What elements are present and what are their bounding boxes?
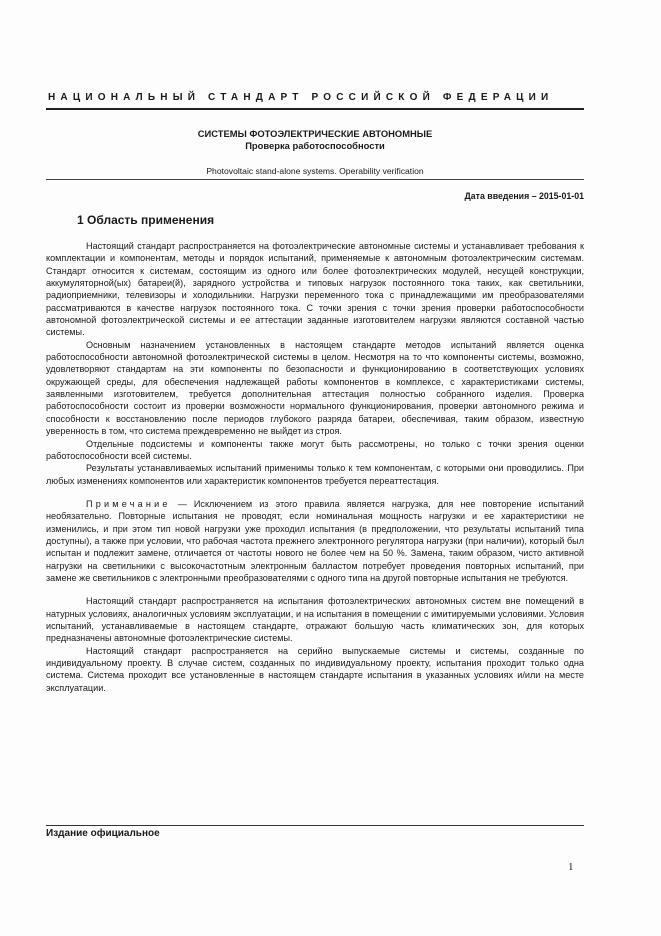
paragraph: Отдельные подсистемы и компоненты также могут быть рассмотрены, но только с точки зрения оценки работоспособности всей системы. [46,438,584,461]
official-edition-label: Издание официальное [46,828,160,839]
page-number: 1 [568,861,574,873]
paragraph: Настоящий стандарт распространяется на фотоэлектрические автономные системы и устанавливает требования к комплектации и компонентам, методы и порядок испытаний, применяемые к автономным фотоэлектрическим системам. Стандарт относится к системам, состоящим из одного или более фотоэлектрических модулей, несущей конструкции, аккумуляторной(ых) батареи(й), зарядного устройства и типовых нагрузок постоянного тока таких, как светильники, радиоприемники, телевизоры и холодильники. Нагрузки переменного тока с принадлежащими им преобразователями рассматриваются в качестве нагрузок постоянного тока. С точки зрения с точки зрения проверки работоспособности автономной фотоэлектрической системы и ее аттестации заданные изготовителем нагрузки являются составной частью системы. [46,241,584,338]
paragraph: Основным назначением установленных в настоящем стандарте методов испытаний является оценка работоспособности автономной фотоэлектрической системы в целом. Несмотря на то что компоненты системы, возможно, удовлетворяют стандартам на эти компоненты по безопасности и функционированию в соответствующих условиях окружающей среды, для обеспечения надлежащей работы компонентов в комплексе, с характеристиками системы, заявленными изготовителем, требуется дополнительная аттестация полностью собранного изделия. Проверка работоспособности состоит из проверки возможности нормального функционирования, проверки автономного режима и способности к восстановлению после периодов глубокого разряда батареи, обеспечивая, таким образом, известную уверенность в том, что система преждевременно не выйдет из строя. [46,339,584,437]
paragraph: Настоящий стандарт распространяется на испытания фотоэлектрических автономных систем вне помещений в натурных условиях, аналогичных условиям эксплуатации, и на испытания в помещении с имитируемыми условиями. Условия испытаний, устанавливаемые в настоящем стандарте, отражают большую часть климатических зон, для которых предназначены автономные фотоэлектрические системы. [46,596,584,644]
note-paragraph [46,498,584,584]
title-divider [46,179,584,180]
english-title: Photovoltaic stand-alone systems. Operability verification [206,166,424,176]
document-title: СИСТЕМЫ ФОТОЭЛЕКТРИЧЕСКИЕ АВТОНОМНЫЕ [197,128,433,139]
note-text: — Исключением из этого правила является нагрузка, для нее повторение испытаний необязательно. Повторные испытания не проводят, если номинальная мощность нагрузки и ее характеристики не изменились, и при этом тип новой нагрузки уже проходил испытания (в предположении, что результаты испытаний типа доступны), а также при условии, что рабочая частота прежнего электронного регулятора нагрузки (при наличии), который был испытан и подлежит замене, отличается от частоты нового не более чем на 50 %. Замена, таким образом, чисто активной нагрузки на светильники с высокочастотным электронным балластом потребует проведения повторных испытаний, при замене же светильников с электронными преобразователями с одного типа на другой повторные испытания не требуются. [46,498,584,583]
header-divider [46,108,584,110]
paragraph: Настоящий стандарт распространяется на серийно выпускаемые системы и системы, созданные по индивидуальному проекту. В случае систем, созданных по индивидуальному проекту, испытания проходит только одна система. Система проходит все установленные в настоящем стандарте испытания в указанных условиях и/или на месте эксплуатации. [46,645,584,693]
note-label: Примечание [86,498,171,509]
introduction-date: Дата введения – 2015-01-01 [464,191,584,201]
paragraph: Результаты устанавливаемых испытаний применимы только к тем компонентам, с которыми они проводились. При любых изменениях компонентов или характеристик компонентов требуется переаттестация. [46,463,584,486]
footer-divider [46,825,584,826]
section-heading: 1 Область применения [77,213,215,227]
standard-header: НАЦИОНАЛЬНЫЙ СТАНДАРТ РОССИЙСКОЙ ФЕДЕРАЦИИ [48,92,554,103]
document-subtitle: Проверка работоспособности [245,140,385,151]
section-body [46,240,584,694]
